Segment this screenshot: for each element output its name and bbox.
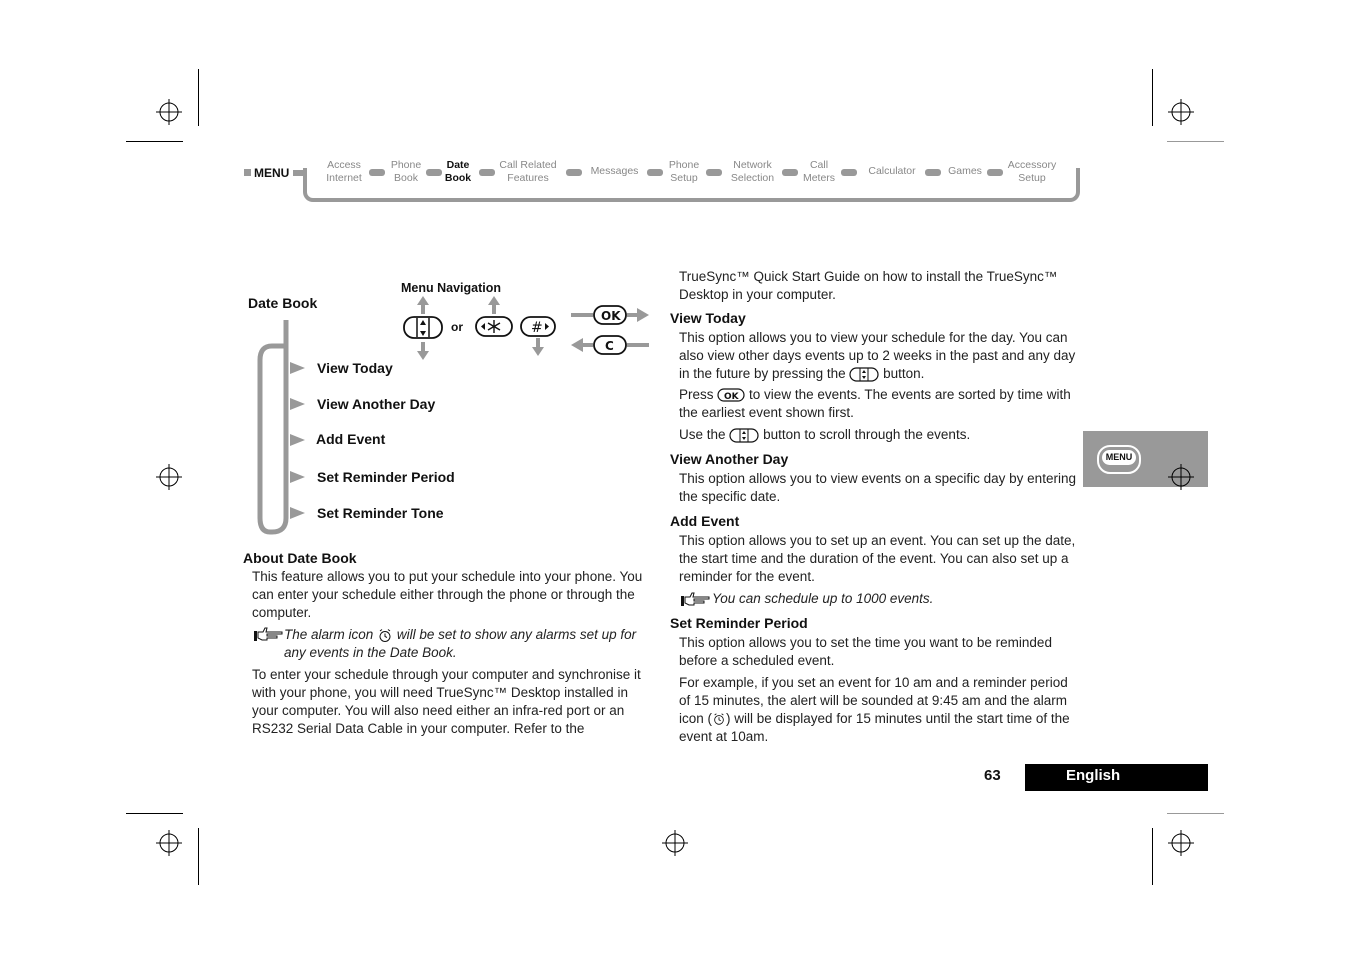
- alarm-icon: [712, 712, 726, 726]
- scroll-key-icon: [401, 296, 445, 360]
- nav-connector: [706, 169, 722, 176]
- nav-item-messages: Messages: [590, 165, 639, 177]
- option-arrow-icon: [290, 362, 305, 374]
- scroll-key-icon: [729, 428, 759, 443]
- nav-connector: [426, 169, 442, 176]
- view-today-paragraph-2: [679, 386, 1081, 422]
- nav-item-phone-setup: Phone Setup: [668, 159, 700, 184]
- menu-button-icon: [1097, 445, 1141, 474]
- registration-mark-icon: [156, 830, 182, 856]
- view-today-p1-part-b: button.: [883, 366, 925, 381]
- ok-key-inline-label: OK: [724, 392, 739, 403]
- registration-mark-icon: [1168, 99, 1194, 125]
- ok-key-label: OK: [601, 309, 621, 323]
- star-key-icon: [474, 296, 514, 340]
- clear-key-icon: [570, 335, 650, 355]
- crop-line: [198, 828, 199, 885]
- registration-mark-icon: [156, 464, 182, 490]
- view-today-p2-part-b: to view the events. The events are sorted by time with the earliest event shown first.: [679, 387, 1071, 420]
- svg-text:#: #: [531, 320, 543, 336]
- nav-item-access-internet: Access Internet: [326, 159, 362, 184]
- set-reminder-period-heading: Set Reminder Period: [670, 615, 808, 631]
- ok-key-icon: [570, 305, 650, 325]
- nav-connector: [369, 169, 385, 176]
- clear-key-label: C: [605, 339, 614, 353]
- nav-item-date-book: Date Book: [444, 159, 472, 184]
- hash-key-icon: [519, 316, 557, 356]
- note-hand-icon: [253, 626, 285, 644]
- view-today-heading: View Today: [670, 310, 746, 326]
- crop-line: [126, 813, 183, 814]
- view-today-paragraph-1: [679, 329, 1081, 383]
- set-reminder-p2-part-a: For example, if you set an event for 10 am and a reminder period of 15 minutes, the alert will be sounded at 9:45 am and the alarm icon (: [679, 675, 1068, 726]
- option-arrow-icon: [290, 434, 305, 446]
- language-tab: [1025, 764, 1208, 791]
- truesync-continued: TrueSync™ Quick Start Guide on how to install the TrueSync™ Desktop in your computer.: [679, 269, 1058, 302]
- option-view-today: View Today: [317, 360, 393, 376]
- note-hand-icon: [680, 591, 712, 609]
- add-event-paragraph: This option allows you to set up an event. You can set up the date, the start time and the duration of the event. You can also set up a reminder for the event.: [679, 533, 1076, 584]
- about-paragraph-2: To enter your schedule through your computer and synchronise it with your phone, you will need TrueSync™ Desktop installed in your computer. You will also need either an infra-red port or an RS232 Serial Data Cable in your computer. Refer to the: [252, 667, 641, 736]
- option-add-event: Add Event: [316, 431, 386, 447]
- set-reminder-paragraph-1: This option allows you to set the time you want to be reminded before a scheduled event.: [679, 635, 1052, 668]
- nav-connector: [987, 169, 1003, 176]
- nav-connector: [782, 169, 798, 176]
- alarm-icon: [377, 628, 393, 643]
- add-event-note-text: You can schedule up to 1000 events.: [712, 591, 934, 606]
- crop-line: [1152, 828, 1153, 885]
- crop-line: [1152, 69, 1153, 126]
- view-today-p3-part-b: button to scroll through the events.: [763, 427, 971, 442]
- menu-button-label: MENU: [1102, 450, 1137, 465]
- registration-mark-icon: [1168, 464, 1194, 490]
- option-arrow-icon: [290, 398, 305, 410]
- or-label: or: [451, 320, 463, 334]
- view-another-day-paragraph: This option allows you to view events on a specific day by entering the specific date.: [679, 471, 1076, 504]
- nav-item-calculator: Calculator: [868, 165, 916, 177]
- set-reminder-paragraph-2: [679, 674, 1081, 746]
- crop-line: [126, 141, 183, 142]
- menu-bullet: [244, 169, 251, 176]
- view-today-paragraph-3: [679, 426, 1081, 444]
- alarm-note-text: [284, 626, 654, 662]
- crop-line: [198, 69, 199, 126]
- set-reminder-p2-part-b: ) will be displayed for 15 minutes until the start time of the event at 10am.: [679, 711, 1070, 744]
- add-event-heading: Add Event: [670, 513, 740, 529]
- nav-item-games: Games: [948, 165, 982, 177]
- page-number: 63: [984, 767, 1001, 784]
- nav-connector: [925, 169, 941, 176]
- menu-navigation-label: Menu Navigation: [401, 281, 502, 295]
- registration-mark-icon: [1168, 830, 1194, 856]
- alarm-note-part-a: The alarm icon: [284, 627, 374, 642]
- nav-connector: [479, 169, 495, 176]
- menu-label: MENU: [254, 166, 290, 180]
- view-today-p1-part-a: This option allows you to view your schedule for the day. You can also view other days events up to 2 weeks in the past and any day in the future by pressing the: [679, 330, 1076, 381]
- diagram-title: Date Book: [248, 295, 318, 311]
- view-today-p3-part-a: Use the: [679, 427, 726, 442]
- nav-item-accessory-setup: Accessory Setup: [1007, 159, 1057, 184]
- nav-item-call-meters: Call Meters: [802, 159, 836, 184]
- option-arrow-icon: [290, 507, 305, 519]
- registration-mark-icon: [156, 99, 182, 125]
- crop-line: [1167, 141, 1224, 142]
- alarm-note-part-b: will be set to show any alarms set up for any events in the Date Book.: [284, 627, 637, 660]
- option-view-another-day: View Another Day: [317, 396, 436, 412]
- nav-item-network-selection: Network Selection: [730, 159, 775, 184]
- nav-connector: [841, 169, 857, 176]
- nav-connector: [647, 169, 663, 176]
- menu-tree-bracket: [254, 318, 314, 540]
- crop-line: [1167, 813, 1224, 814]
- nav-connector: [566, 169, 582, 176]
- about-paragraph-1: This feature allows you to put your schedule into your phone. You can enter your schedule either through the phone or through the computer.: [252, 569, 643, 620]
- view-today-p2-part-a: Press: [679, 387, 714, 402]
- option-arrow-icon: [290, 471, 305, 483]
- option-set-reminder-period: Set Reminder Period: [317, 469, 455, 485]
- scroll-key-icon: [849, 367, 879, 382]
- nav-item-phone-book: Phone Book: [390, 159, 422, 184]
- language-label: English: [1066, 767, 1121, 784]
- view-another-day-heading: View Another Day: [670, 451, 789, 467]
- registration-mark-icon: [662, 830, 688, 856]
- nav-item-call-related-features: Call Related Features: [499, 159, 557, 184]
- ok-key-icon: [717, 388, 745, 402]
- option-set-reminder-tone: Set Reminder Tone: [317, 505, 444, 521]
- about-heading: About Date Book: [243, 550, 357, 566]
